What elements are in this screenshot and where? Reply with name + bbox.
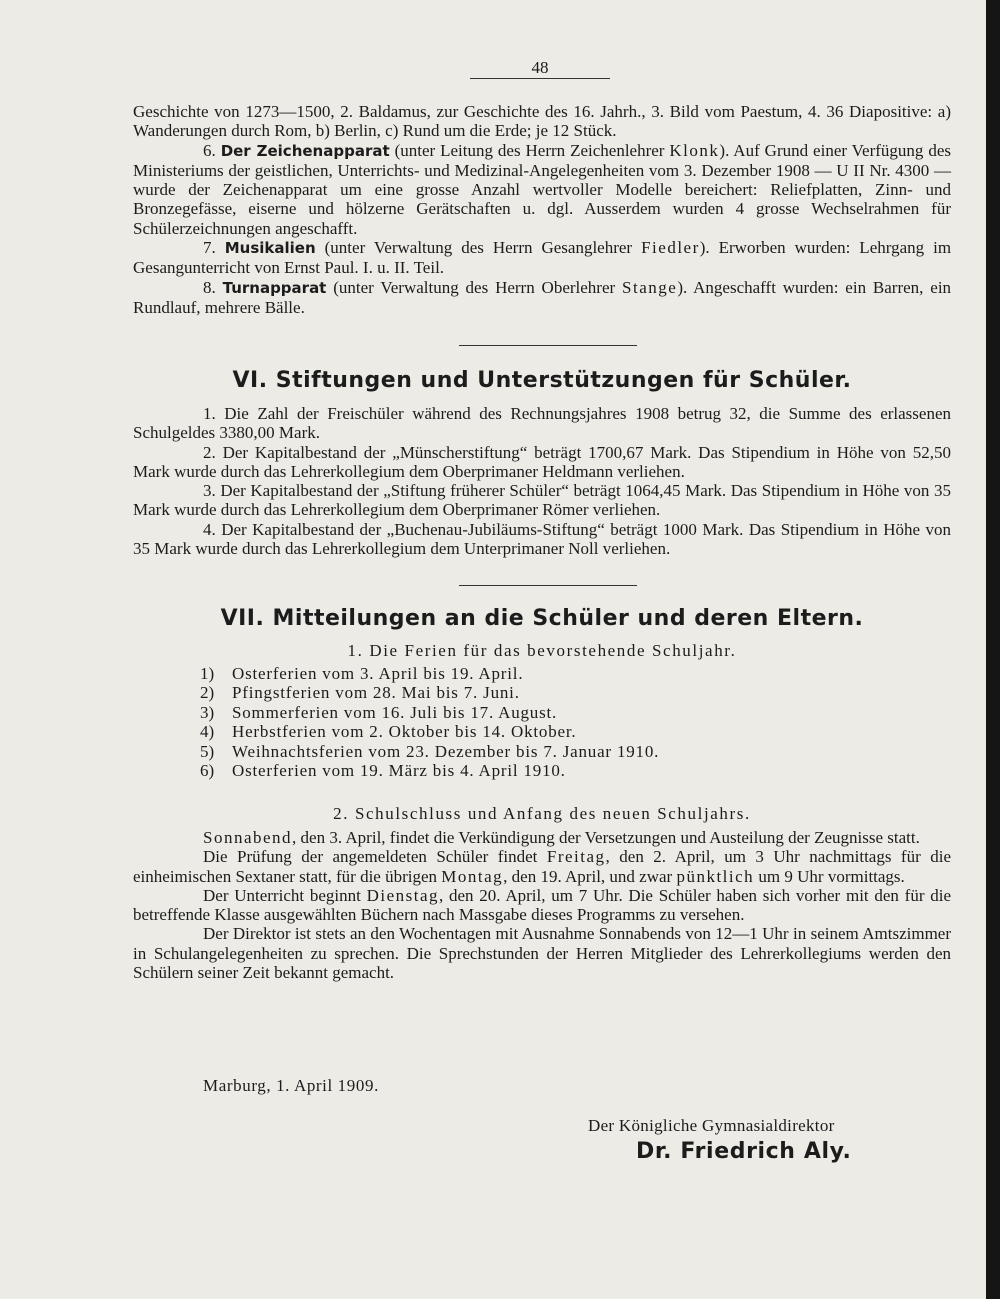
item-title: Turnapparat bbox=[222, 278, 327, 297]
signature-title: Der Königliche Gymnasialdirektor bbox=[588, 1116, 835, 1135]
school-year-subheading: 2. Schulschluss und Anfang des neuen Schuljahrs. bbox=[333, 804, 751, 823]
list-item: 4) Herbstferien vom 2. Oktober bis 14. Oktober. bbox=[200, 722, 577, 742]
list-item: 6) Osterferien vom 19. März bis 4. April 1910. bbox=[200, 761, 566, 781]
item-number: 6. bbox=[203, 140, 216, 160]
scan-edge bbox=[986, 0, 1000, 1299]
section6-heading: VI. Stiftungen und Unterstützungen für Schüler. bbox=[232, 368, 852, 393]
place-date: Marburg, 1. April 1909. bbox=[203, 1076, 379, 1095]
section6-paragraph-4: 4. Der Kapitalbestand der „Buchenau-Jubiläums-Stiftung“ beträgt 1000 Mark. Das Stipendium in Höhe von 35 Mark wurde durch das Lehrerkollegium dem Unterprimaner Noll verliehen. bbox=[133, 519, 951, 559]
list-item: 1) Osterferien vom 3. April bis 19. April. bbox=[200, 664, 524, 683]
item-number: 8. bbox=[203, 277, 216, 297]
section6-paragraph-2: 2. Der Kapitalbestand der „Münscherstiftung“ beträgt 1700,67 Mark. Das Stipendium in Höhe von 52,50 Mark wurde durch das Lehrerkollegium dem Oberprimaner Heldmann verliehen. bbox=[133, 442, 951, 481]
page-number: 48 bbox=[531, 58, 549, 77]
section-divider bbox=[459, 585, 637, 586]
section7-paragraph-1: Sonnabend, den 3. April, findet die Verkündigung der Versetzungen und Austeilung der Zeugnisse statt. bbox=[203, 828, 920, 847]
section7-paragraph-4: Der Direktor ist stets an den Wochentagen mit Ausnahme Sonnabends von 12—1 Uhr in seinem Amtszimmer in Schulangelegenheiten zu sprechen. Die Sprechstunden der Herren Mitglieder des Lehrerkollegiums werden den Schülern seiner Zeit bekannt gemacht. bbox=[133, 924, 951, 983]
teacher-name: Fiedler bbox=[641, 238, 700, 258]
section5-paragraph-drawing: 6. Der Zeichenapparat (unter Leitung des Herrn Zeichenlehrer Klonk). Auf Grund einer Verfügung des Ministeriums der geistlichen, Unterrichts- und Medizinal-Angelegenheiten vom 3. Dezember 1908 — U II Nr. 4300 — wurde der Zeichenapparat um eine grosse Anzahl wertvoller Modelle bereichert: Reliefplatten, Zinn- und Bronzegefässe, eiserne und hölzerne Gerätschaften u. dgl. Ausserdem wurden 4 grosse Wechselrahmen für Schülerzeichnungen angeschafft. bbox=[133, 140, 952, 238]
teacher-name: Stange bbox=[622, 277, 678, 297]
section5-paragraph-music: 7. Musikalien (unter Verwaltung des Herrn Gesanglehrer Fiedler). Erworben wurden: Lehrgang im Gesangunterricht von Ernst Paul. I. u. II. Teil. bbox=[133, 238, 952, 278]
signature-name: Dr. Friedrich Aly. bbox=[636, 1139, 852, 1164]
list-item: 2) Pfingstferien vom 28. Mai bis 7. Juni. bbox=[200, 683, 520, 703]
section5-block bbox=[133, 102, 951, 317]
item-title: Der Zeichenapparat bbox=[220, 141, 390, 160]
holidays-subheading: 1. Die Ferien für das bevorstehende Schuljahr. bbox=[347, 641, 737, 660]
section6-block bbox=[133, 404, 951, 558]
section7-heading: VII. Mitteilungen an die Schüler und deren Eltern. bbox=[220, 606, 864, 631]
holiday-list bbox=[200, 664, 659, 780]
item-title: Musikalien bbox=[224, 239, 316, 258]
section5-paragraph-1: Geschichte von 1273—1500, 2. Baldamus, zur Geschichte des 16. Jahrh., 3. Bild vom Paestum, 4. 36 Diapositive: a) Wanderungen durch Rom, b) Berlin, c) Rund um die Erde; je 12 Stück. bbox=[133, 102, 951, 141]
section6-paragraph-1: 1. Die Zahl der Freischüler während des Rechnungsjahres 1908 betrug 32, die Summe des erlassenen Schulgeldes 3380,00 Mark. bbox=[133, 404, 951, 443]
teacher-name: Klonk bbox=[669, 140, 720, 160]
item-number: 7. bbox=[203, 238, 216, 258]
section7-paragraph-2: Die Prüfung der angemeldeten Schüler findet Freitag, den 2. April, um 3 Uhr nachmittags für die einheimischen Sextaner statt, für die übrigen Montag, den 19. April, und zwar pünktlich um 9 Uhr vormittags. bbox=[133, 847, 951, 886]
section5-paragraph-gym: 8. Turnapparat (unter Verwaltung des Herrn Oberlehrer Stange). Angeschafft wurden: ein Barren, ein Rundlauf, mehrere Bälle. bbox=[133, 277, 952, 317]
section-divider bbox=[459, 345, 637, 346]
list-item: 5) Weihnachtsferien vom 23. Dezember bis 7. Januar 1910. bbox=[200, 741, 660, 761]
section7-paragraph-3: Der Unterricht beginnt Dienstag, den 20. April, um 7 Uhr. Die Schüler haben sich vorher mit den für die betreffende Klasse ausgewählten Büchern nach Massgabe dieses Programms zu versehen. bbox=[133, 885, 951, 925]
page-number-rule bbox=[470, 78, 610, 79]
section7-block bbox=[133, 828, 951, 982]
section6-paragraph-3: 3. Der Kapitalbestand der „Stiftung früherer Schüler“ beträgt 1064,45 Mark. Das Stipendium in Höhe von 35 Mark wurde durch das Lehrerkollegium dem Oberprimaner Römer verliehen. bbox=[133, 481, 951, 520]
list-item: 3) Sommerferien vom 16. Juli bis 17. August. bbox=[200, 702, 558, 722]
